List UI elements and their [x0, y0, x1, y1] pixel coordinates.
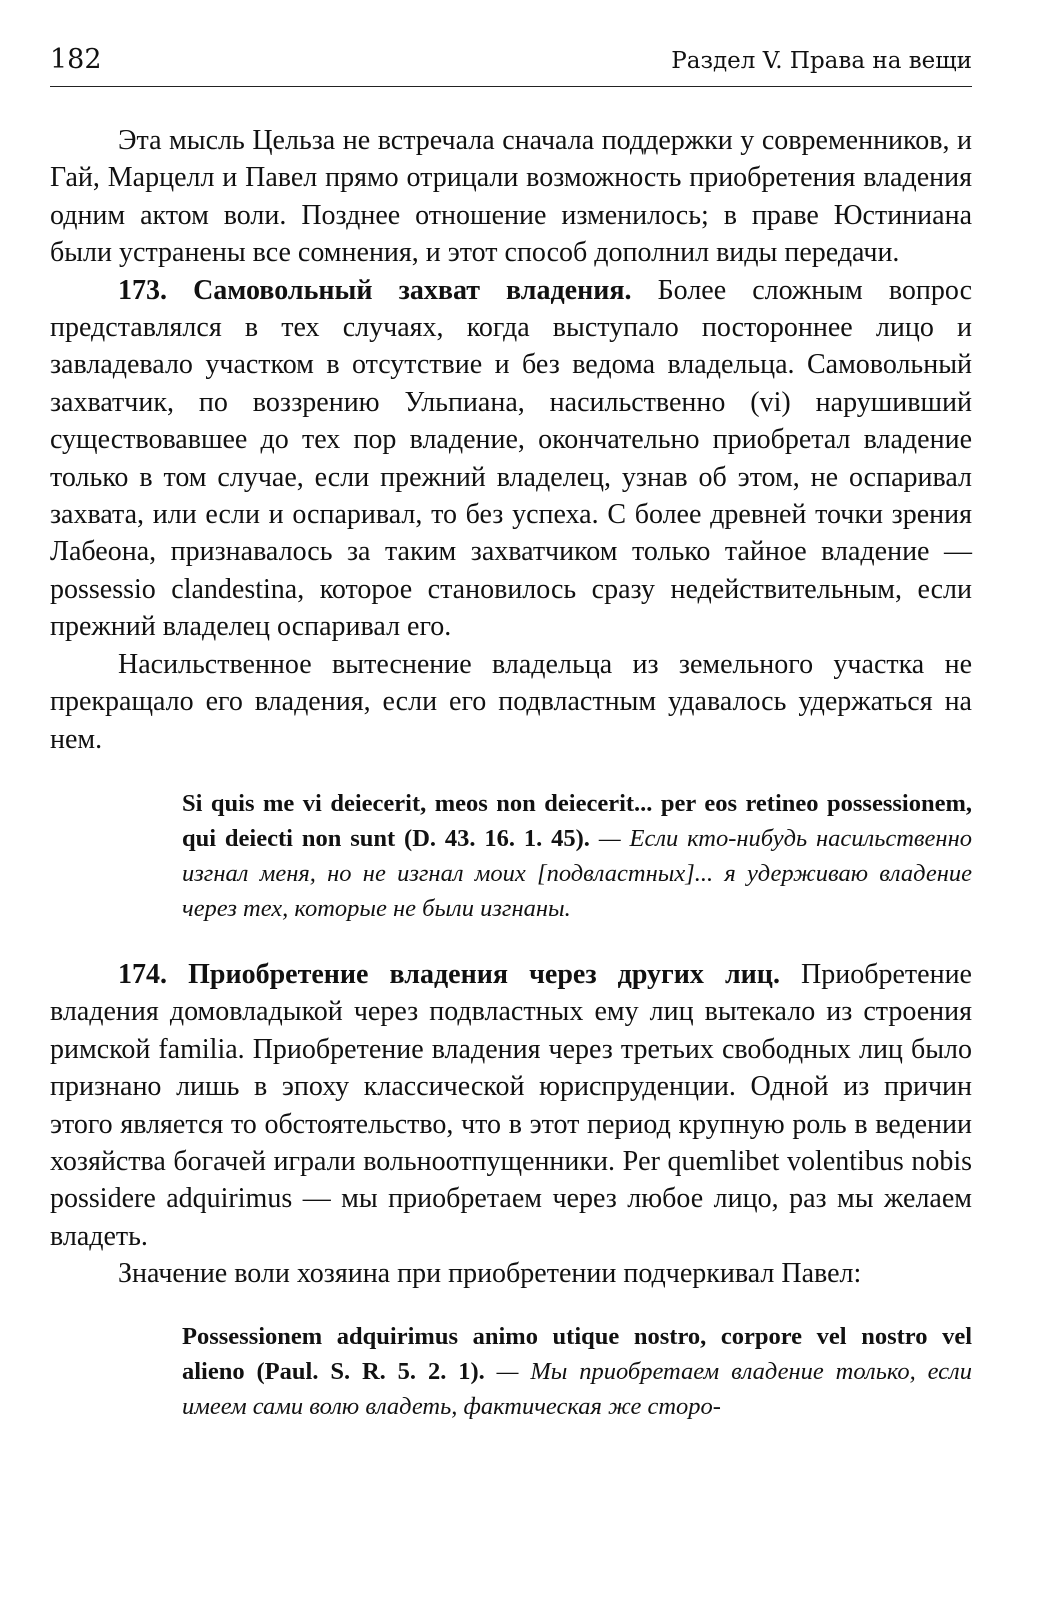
- page-body: [50, 122, 972, 1424]
- section-173-heading: 173. Самовольный захват владения.: [118, 274, 632, 306]
- quote-paulus-latin: Possessionem adquirimus animo utique nostro, corpore vel nostro vel alieno (Paul. S. R. 5. 2. 1).: [182, 1322, 972, 1385]
- quote-digest-translation: — Если кто-нибудь насильственно изгнал меня, но не изгнал моих [подвластных]... я удерживаю владение через тех, которые не были изгнаны.: [182, 824, 972, 922]
- paragraph-paulus-intro: Значение воли хозяина при приобретении подчеркивал Павел:: [118, 1258, 862, 1290]
- paragraph-displacement: Насильственное вытеснение владельца из земельного участка не прекращало его владения, если его подвластным удавалось удержаться на нем.: [50, 648, 972, 755]
- quote-digest-latin: Si quis me vi deiecerit, meos non deiecerit... per eos retineo possessionem, qui deiecti non sunt (D. 43. 16. 1. 45).: [182, 789, 972, 852]
- page-number: 182: [50, 44, 102, 75]
- page-header: [50, 40, 972, 87]
- quote-paulus-translation: — Мы приобретаем владение только, если имеем сами волю владеть, фактическая же сторо-: [182, 1357, 972, 1420]
- section-174-text: Приобретение владения домовладыкой через подвластных ему лиц вытекало из строения римской familia. Приобретение владения через третьих свободных лиц было признано лишь в эпоху классической юриспруденции. Одной из причин этого является то обстоятельство, что в этот период крупную роль в ведении хозяйства богачей играли вольноотпущенники. Per quemlibet volentibus nobis possidere adquirimus — мы приобретаем через любое лицо, раз мы желаем владеть.: [50, 958, 972, 1252]
- paragraph-intro: Эта мысль Цельза не встречала сначала поддержки у современников, и Гай, Марцелл и Павел прямо отрицали возможность приобретения владения одним актом воли. Позднее отношение изменилось; в праве Юстиниана были устранены все сомнения, и этот способ дополнил виды передачи.: [50, 125, 972, 269]
- section-174: [50, 956, 972, 1255]
- running-head: Раздел V. Права на вещи: [671, 48, 972, 74]
- section-173-text: Более сложным вопрос представлялся в тех случаях, когда выступало постороннее лицо и завладевало участком в отсутствие и без ведома владельца. Самовольный захватчик, по воззрению Ульпиана, насильственно (vi) нарушивший существовавшее до тех пор владение, окончательно приобретал владение только в том случае, если прежний владелец, узнав об этом, не оспаривал захвата, или если и оспаривал, то без успеха. С более древней точки зрения Лабеона, признавалось за таким захватчиком только тайное владение — possessio clandestina, которое становилось сразу недействительным, если прежний владелец оспаривал его.: [50, 274, 972, 643]
- quote-paulus: [182, 1319, 972, 1424]
- section-173: [50, 272, 972, 646]
- section-174-heading: 174. Приобретение владения через других лиц.: [118, 958, 780, 990]
- quote-digest: [182, 786, 972, 926]
